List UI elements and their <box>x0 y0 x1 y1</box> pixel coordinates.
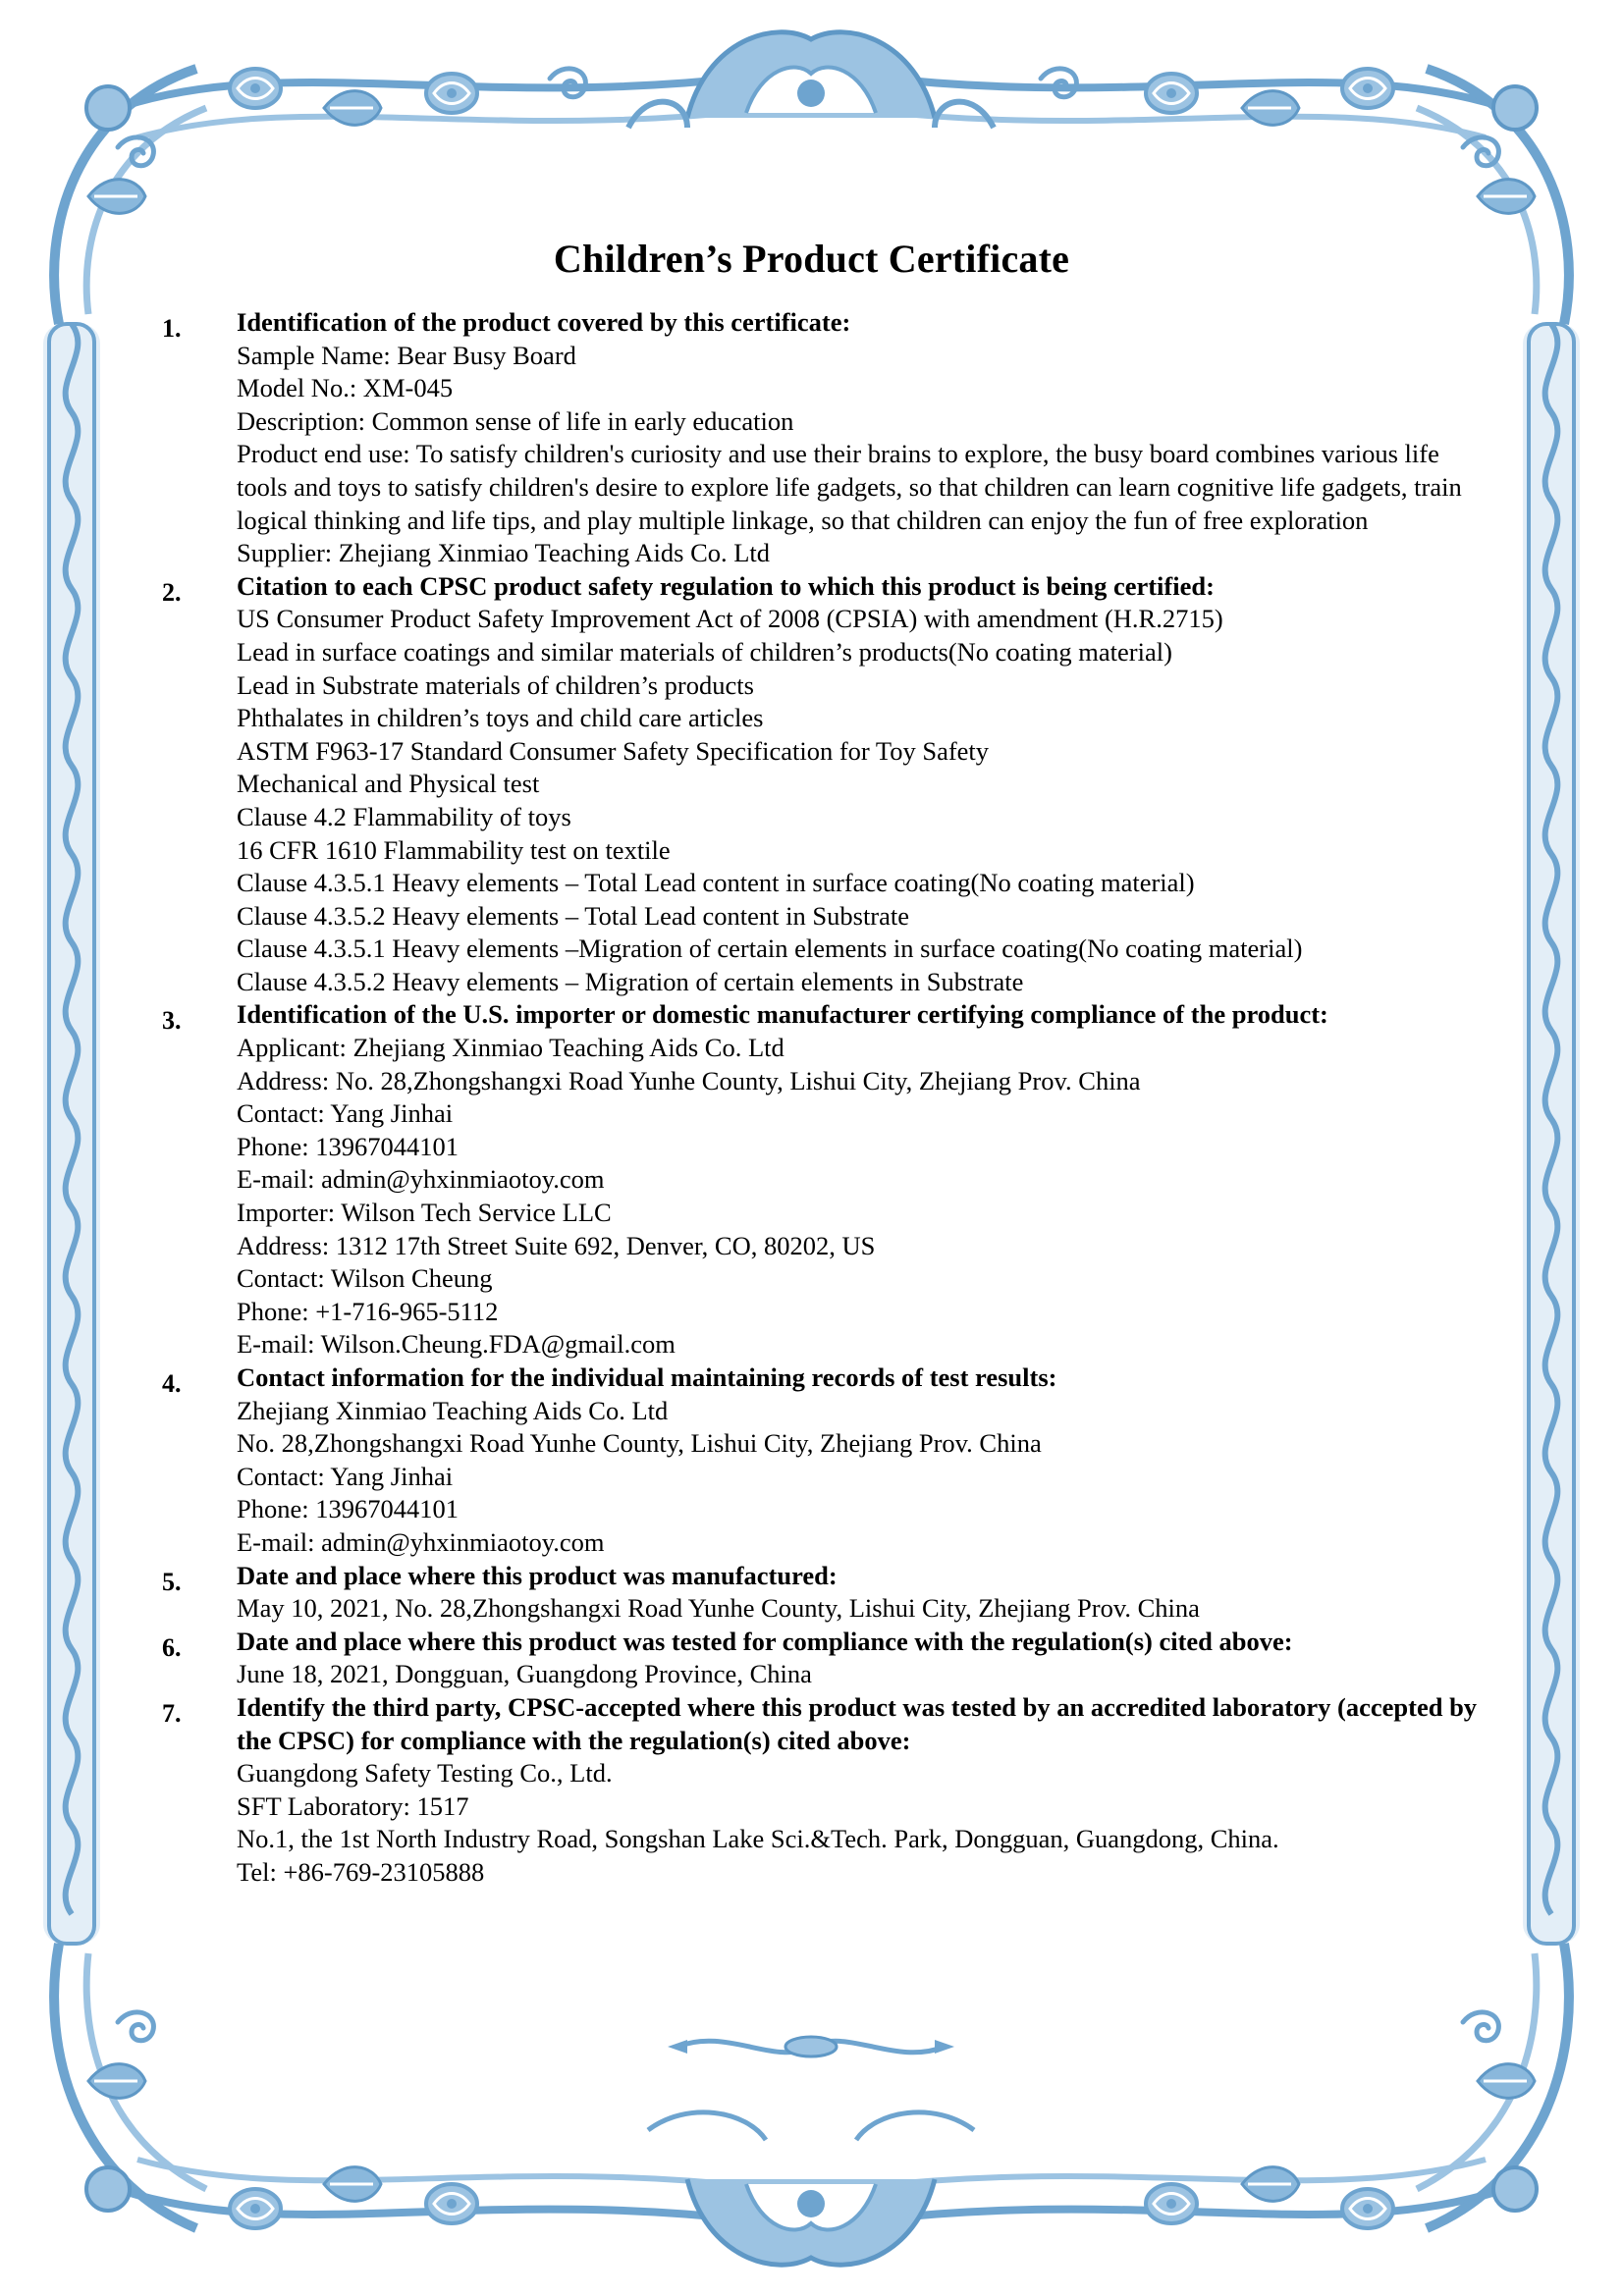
section-3 <box>162 998 1478 1362</box>
applicant-contact: Contact: Yang Jinhai <box>237 1098 454 1129</box>
section-5 <box>162 1560 1478 1626</box>
regulation-line: Lead in surface coatings and similar materials of children’s products(No coating material) <box>237 636 1172 667</box>
lab-address: No.1, the 1st North Industry Road, Songshan Lake Sci.&Tech. Park, Dongguan, Guangdong, China. <box>237 1824 1279 1854</box>
section-heading: Date and place where this product was tested for compliance with the regulation(s) cited above: <box>237 1626 1293 1656</box>
regulation-line: Lead in Substrate materials of children’s products <box>237 669 754 700</box>
model-number: Model No.: XM-045 <box>237 373 454 403</box>
section-number: 3. <box>162 1006 182 1036</box>
regulation-line: Phthalates in children’s toys and child care articles <box>237 703 764 733</box>
corner-ornament-top-left <box>54 69 206 324</box>
corner-ornament-top-right <box>1417 69 1569 324</box>
regulation-line: Clause 4.3.5.1 Heavy elements – Total Lead content in surface coating(No coating material) <box>237 868 1195 898</box>
records-email: E-mail: admin@yhxinmiaotoy.com <box>237 1526 605 1557</box>
records-contact: Contact: Yang Jinhai <box>237 1461 454 1491</box>
regulation-line: ASTM F963-17 Standard Consumer Safety Specification for Toy Safety <box>237 735 990 766</box>
section-number: 7. <box>162 1698 182 1728</box>
section-heading: Citation to each CPSC product safety regulation to which this product is being certified: <box>237 570 1215 601</box>
regulation-line: US Consumer Product Safety Improvement Act of 2008 (CPSIA) with amendment (H.R.2715) <box>237 604 1223 634</box>
left-border-band <box>43 324 100 1944</box>
section-2 <box>162 570 1478 999</box>
records-address: No. 28,Zhongshangxi Road Yunhe County, Lishui City, Zhejiang Prov. China <box>237 1428 1042 1459</box>
regulation-line: Clause 4.3.5.2 Heavy elements – Migration of certain elements in Substrate <box>237 966 1024 996</box>
corner-ornament-bottom-right <box>1417 1944 1569 2228</box>
applicant-phone: Phone: 13967044101 <box>237 1131 459 1161</box>
sample-name: Sample Name: Bear Busy Board <box>237 340 576 370</box>
section-number: 5. <box>162 1567 182 1596</box>
importer-email: E-mail: Wilson.Cheung.FDA@gmail.com <box>237 1329 676 1360</box>
section-heading: Identification of the U.S. importer or domestic manufacturer certifying compliance of the product: <box>237 999 1328 1030</box>
bottom-border-band <box>118 2112 1505 2265</box>
section-heading: Contact information for the individual maintaining records of test results: <box>237 1362 1057 1392</box>
applicant: Applicant: Zhejiang Xinmiao Teaching Aids Co. Ltd <box>237 1033 784 1063</box>
applicant-address: Address: No. 28,Zhongshangxi Road Yunhe County, Lishui City, Zhejiang Prov. China <box>237 1065 1141 1095</box>
section-number: 1. <box>162 314 182 343</box>
section-number: 2. <box>162 577 182 607</box>
lab-number: SFT Laboratory: 1517 <box>237 1790 469 1821</box>
regulation-line: Clause 4.3.5.1 Heavy elements –Migration of certain elements in surface coating(No coating material) <box>237 934 1303 964</box>
lab-company: Guangdong Safety Testing Co., Ltd. <box>237 1758 613 1789</box>
bottom-divider-ornament <box>668 2037 954 2056</box>
records-company: Zhejiang Xinmiao Teaching Aids Co. Ltd <box>237 1395 669 1425</box>
section-1 <box>162 306 1478 570</box>
section-heading: Date and place where this product was manufactured: <box>237 1560 838 1590</box>
bottom-crest-ornament <box>648 2112 974 2265</box>
corner-ornament-bottom-left <box>54 1944 206 2228</box>
supplier: Supplier: Zhejiang Xinmiao Teaching Aids Co. Ltd <box>237 538 771 568</box>
regulation-line: Clause 4.3.5.2 Heavy elements – Total Lead content in Substrate <box>237 900 910 931</box>
importer-address: Address: 1312 17th Street Suite 692, Denver, CO, 80202, US <box>237 1230 876 1260</box>
product-end-use: Product end use: To satisfy children's curiosity and use their brains to explore, the busy board combines various life tools and toys to satisfy children's desire to explore life gadgets, so that children can learn cognitive life gadgets, train logical thinking and life tips, and play multiple linkage, so that children can enjoy the fun of free exploration <box>237 439 1462 535</box>
section-heading: Identification of the product covered by this certificate: <box>237 307 851 337</box>
description: Description: Common sense of life in early education <box>237 405 794 436</box>
section-4 <box>162 1362 1478 1560</box>
records-phone: Phone: 13967044101 <box>237 1494 459 1524</box>
section-heading: Identify the third party, CPSC-accepted where this product was tested by an accredited laboratory (accepted by the CPSC) for compliance with the regulation(s) cited above: <box>237 1691 1478 1755</box>
section-number: 6. <box>162 1632 182 1662</box>
applicant-email: E-mail: admin@yhxinmiaotoy.com <box>237 1164 605 1195</box>
right-border-band <box>1523 324 1580 1944</box>
regulation-line: Mechanical and Physical test <box>237 769 540 799</box>
regulation-line: 16 CFR 1610 Flammability test on textile <box>237 834 671 865</box>
regulation-line: Clause 4.2 Flammability of toys <box>237 801 571 831</box>
section-6 <box>162 1626 1478 1691</box>
lab-phone: Tel: +86-769-23105888 <box>237 1856 485 1887</box>
section-number: 4. <box>162 1369 182 1398</box>
section-7 <box>162 1691 1478 1890</box>
top-border-band <box>118 32 1505 137</box>
certificate-title: Children’s Product Certificate <box>553 237 1070 281</box>
importer-phone: Phone: +1-716-965-5112 <box>237 1296 499 1326</box>
manufacture-date-place: May 10, 2021, No. 28,Zhongshangxi Road Yunhe County, Lishui City, Zhejiang Prov. China <box>237 1593 1200 1624</box>
importer-contact: Contact: Wilson Cheung <box>237 1263 493 1294</box>
certificate-body <box>162 306 1478 1890</box>
importer: Importer: Wilson Tech Service LLC <box>237 1198 612 1228</box>
test-date-place: June 18, 2021, Dongguan, Guangdong Province, China <box>237 1659 812 1689</box>
